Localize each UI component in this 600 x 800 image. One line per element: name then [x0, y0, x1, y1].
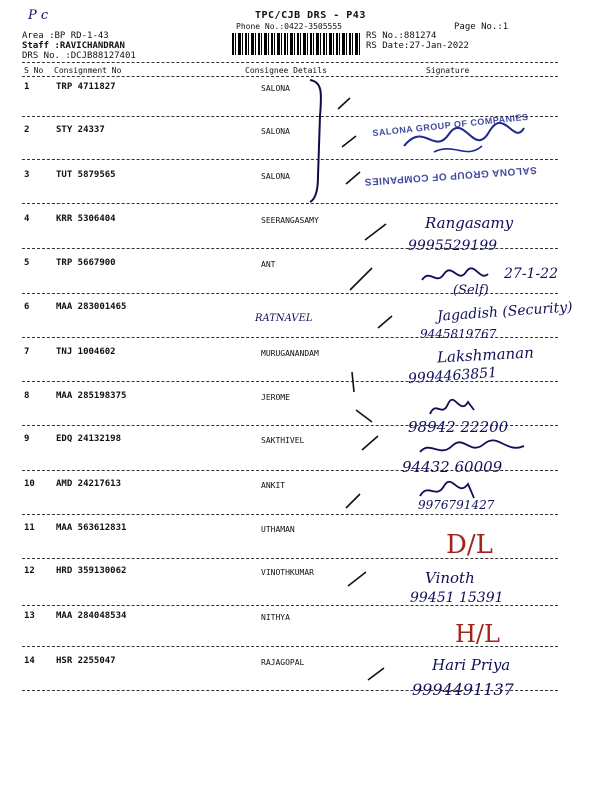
page-number: Page No.:1	[454, 22, 509, 32]
row-consignment: EDQ 24132198	[56, 434, 122, 444]
signature-row-7: Lakshmanan	[436, 343, 535, 367]
row-consignment: TRP 5667900	[56, 258, 116, 268]
row-sno: 1	[24, 82, 30, 92]
phone-number: Phone No.:0422-3505555	[236, 22, 342, 31]
row-sno: 7	[24, 347, 30, 357]
row-sno: 2	[24, 125, 30, 135]
staff-label: Staff :RAVICHANDRAN	[22, 41, 125, 51]
row-consignee: VINOTHKUMAR	[261, 568, 314, 577]
row-consignment: STY 24337	[56, 125, 105, 135]
delivery-mark-row-11: D/L	[446, 530, 493, 560]
row-consignee: SALONA	[261, 127, 290, 136]
self-note-row-5: (Self)	[453, 283, 489, 298]
stamp-signature-scribble	[394, 116, 534, 166]
phone-row-7: 9994463851	[407, 364, 498, 388]
row-consignee: SALONA	[261, 84, 290, 93]
row-sno: 12	[24, 566, 35, 576]
row-consignee: UTHAMAN	[261, 525, 295, 534]
delivery-mark-row-13: H/L	[455, 620, 500, 648]
col-sno: S No	[24, 66, 44, 75]
tick-mark	[378, 316, 392, 328]
row-sno: 3	[24, 170, 30, 180]
row-sno: 6	[24, 302, 30, 312]
top-handwritten-mark: P c	[28, 8, 49, 23]
tick-mark	[350, 268, 372, 290]
tick-mark	[348, 572, 366, 586]
row-sno: 5	[24, 258, 30, 268]
rs-date: RS Date:27-Jan-2022	[366, 41, 469, 51]
col-signature: Signature	[426, 66, 470, 75]
row-consignment: HSR 2255047	[56, 656, 116, 666]
row-consignment: MAA 284048534	[56, 611, 127, 621]
tick-mark	[368, 668, 384, 680]
row-sno: 14	[24, 656, 35, 666]
row-consignment: KRR 5306404	[56, 214, 116, 224]
row-consignee: MURUGANANDAM	[261, 349, 319, 358]
row-consignee: SEERANGASAMY	[261, 216, 319, 225]
phone-row-6: 9445819767	[420, 327, 497, 341]
row-consignment: TRP 4711827	[56, 82, 116, 92]
row-consignee: RAJAGOPAL	[261, 658, 305, 667]
signature-scribble-row-8	[428, 396, 478, 420]
row-sno: 9	[24, 434, 30, 444]
row-consignee: JEROME	[261, 393, 290, 402]
row-sno: 8	[24, 391, 30, 401]
row-consignee: ANT	[261, 260, 276, 269]
tick-mark	[346, 494, 360, 508]
row-consignee: SALONA	[261, 172, 290, 181]
signature-row-6: Jagadish (Security)	[436, 299, 574, 325]
phone-row-8: 98942 22200	[408, 418, 509, 436]
drs-number: DRS No. :DCJB88127401	[22, 51, 136, 61]
phone-row-14: 9994491137	[412, 680, 514, 699]
col-consignment: Consignment No	[54, 66, 122, 75]
rs-number: RS No.:881274	[366, 31, 437, 41]
date-row-5: 27-1-22	[504, 266, 558, 282]
document-title: TPC/CJB DRS - P43	[255, 10, 366, 21]
stamp-text-upper: SALONA GROUP OF COMPANIES	[371, 111, 529, 139]
phone-row-10: 9976791427	[418, 498, 495, 512]
row-sno: 4	[24, 214, 30, 224]
stamp-text-lower: SALONA GROUP OF COMPANIES	[363, 163, 538, 188]
col-consignee: Consignee Details	[245, 66, 327, 75]
phone-row-9: 94432 60009	[402, 458, 503, 476]
signature-row-4: Rangasamy	[425, 214, 514, 232]
row-consignment: TUT 5879565	[56, 170, 116, 180]
row-sno: 13	[24, 611, 35, 621]
tick-mark	[338, 98, 350, 109]
row-consignee: NITHYA	[261, 613, 290, 622]
row-consignment: MAA 285198375	[56, 391, 127, 401]
row-consignee: SAKTHIVEL	[261, 436, 305, 445]
signature-row-14: Hari Priya	[432, 656, 511, 674]
tick-mark	[356, 410, 372, 422]
row-consignment: MAA 283001465	[56, 302, 127, 312]
area-label: Area :BP RD-1-43	[22, 31, 109, 41]
row-sno: 11	[24, 523, 35, 533]
row-consignment: HRD 359130062	[56, 566, 127, 576]
phone-row-12: 99451 15391	[410, 590, 504, 606]
handwritten-consignee-name: RATNAVEL	[255, 313, 313, 324]
row-consignment: AMD 24217613	[56, 479, 122, 489]
phone-row-4: 9995529199	[408, 238, 498, 254]
row-consignment: MAA 563612831	[56, 523, 127, 533]
row-consignment: TNJ 1004602	[56, 347, 116, 357]
tick-mark	[362, 436, 378, 450]
tick-mark	[352, 372, 354, 392]
tick-mark	[365, 224, 386, 240]
signature-row-12: Vinoth	[425, 569, 475, 587]
signature-scribble-row-9	[418, 438, 528, 460]
row-sno: 10	[24, 479, 35, 489]
company-stamp	[344, 112, 584, 190]
row-consignee: ANKIT	[261, 481, 286, 490]
